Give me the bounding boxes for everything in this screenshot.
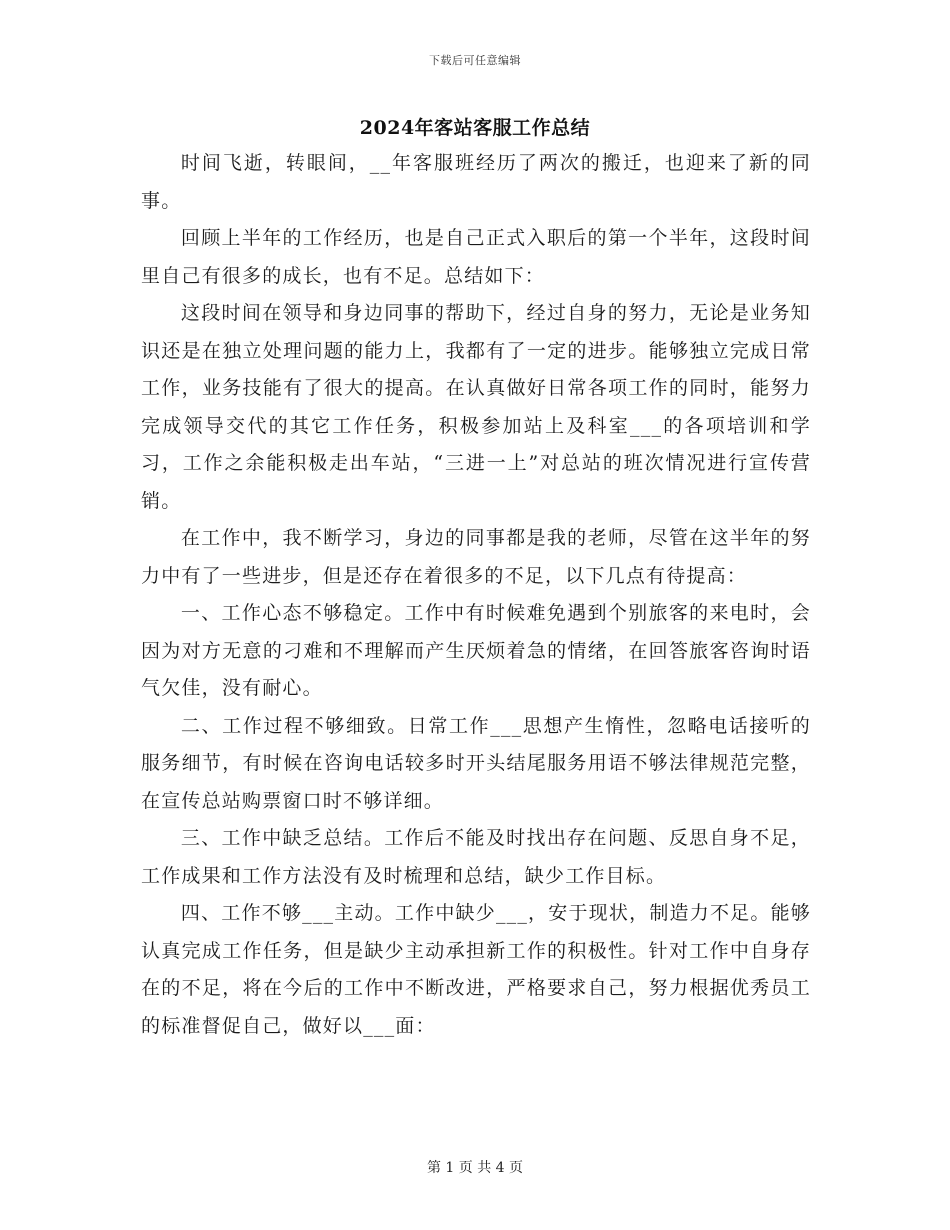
paragraph-shortcomings: 在工作中，我不断学习，身边的同事都是我的老师，尽管在这半年的努力中有了一些进步，但是还存在着很多的不足，以下几点有待提高： <box>141 527 811 587</box>
document-body <box>141 145 811 1045</box>
paragraph-point-3: 三、工作中缺乏总结。工作后不能及时找出存在问题、反思自身不足，工作成果和工作方法没有及时梳理和总结，缺少工作目标。 <box>141 827 811 887</box>
document-title: 2024年客站客服工作总结 <box>359 117 591 139</box>
paragraph-point-4: 四、工作不够___主动。工作中缺少___，安于现状，制造力不足。能够认真完成工作任务，但是缺少主动承担新工作的积极性。针对工作中自身存在的不足，将在今后的工作中不断改进，严格要求自己，努力根据优秀员工的标准督促自己，做好以___面： <box>141 902 811 1037</box>
paragraph-progress: 这段时间在领导和身边同事的帮助下，经过自身的努力，无论是业务知识还是在独立处理问题的能力上，我都有了一定的进步。能够独立完成日常工作，业务技能有了很大的提高。在认真做好日常各项工作的同时，能努力完成领导交代的其它工作任务，积极参加站上及科室___的各项培训和学习，工作之余能积极走出车站，“三进一上”对总站的班次情况进行宣传营销。 <box>141 302 811 512</box>
page-number: 第 1 页 共 4 页 <box>426 1160 524 1176</box>
paragraph-point-1: 一、工作心态不够稳定。工作中有时候难免遇到个别旅客的来电时，会因为对方无意的刁难和不理解而产生厌烦着急的情绪，在回答旅客咨询时语气欠佳，没有耐心。 <box>141 602 811 699</box>
header-note: 下载后可任意编辑 <box>429 54 521 67</box>
paragraph-review: 回顾上半年的工作经历，也是自己正式入职后的第一个半年，这段时间里自己有很多的成长，也有不足。总结如下： <box>141 227 811 287</box>
paragraph-point-2: 二、工作过程不够细致。日常工作___思想产生惰性，忽略电话接听的服务细节，有时候在咨询电话较多时开头结尾服务用语不够法律规范完整，在宣传总站购票窗口时不够详细。 <box>141 714 811 812</box>
paragraph-intro: 时间飞逝，转眼间，__年客服班经历了两次的搬迁，也迎来了新的同事。 <box>141 152 811 212</box>
